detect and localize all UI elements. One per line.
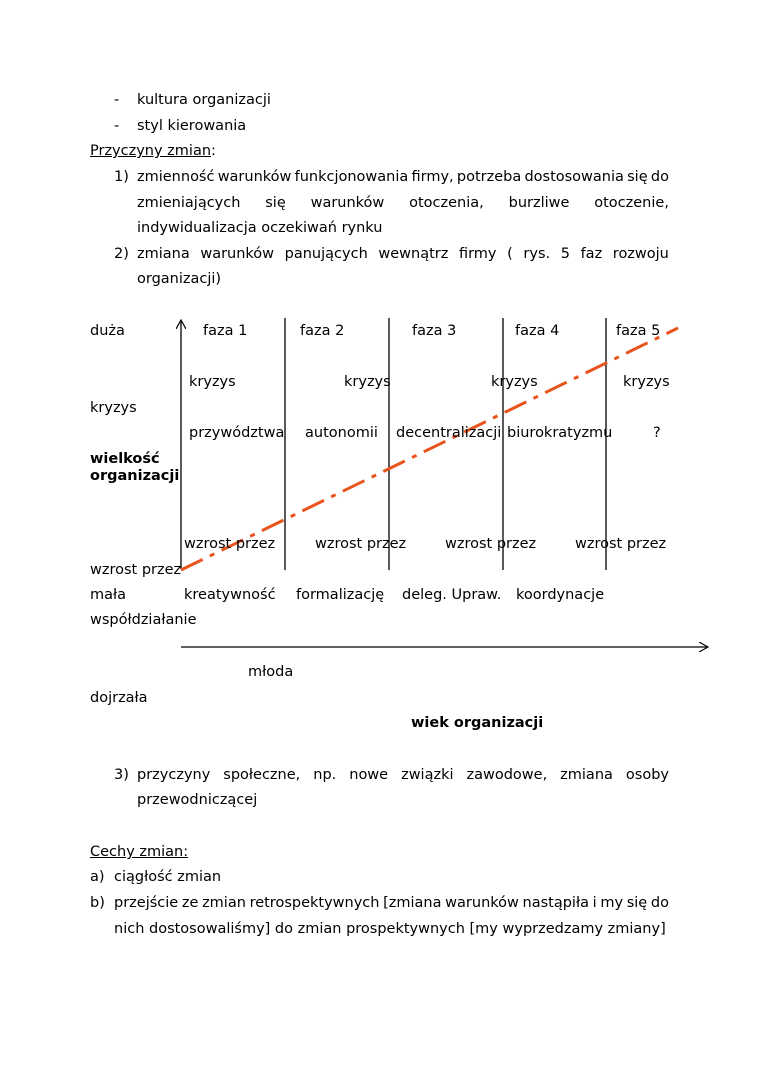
word: funkcjonowania bbox=[294, 169, 409, 185]
phase-label: faza 2 bbox=[300, 323, 345, 339]
word: związki bbox=[401, 767, 454, 783]
phase-label: faza 5 bbox=[616, 323, 661, 339]
feature-text: ciągłość zmian bbox=[114, 869, 222, 885]
phase-label: faza 1 bbox=[203, 323, 248, 339]
word: zmian bbox=[202, 895, 246, 911]
word: się bbox=[626, 895, 648, 911]
word: np. bbox=[313, 767, 337, 783]
bullet-text: styl kierowania bbox=[137, 118, 247, 134]
growth-label: wzrost przez bbox=[445, 536, 537, 552]
crisis-label: kryzys bbox=[344, 374, 391, 390]
word: panujących bbox=[284, 246, 368, 262]
word: społeczne, bbox=[223, 767, 301, 783]
item2-line2: organizacji) bbox=[137, 271, 222, 287]
phase-label: faza 3 bbox=[412, 323, 457, 339]
crisis-type: autonomii bbox=[305, 425, 378, 441]
word: firmy, bbox=[411, 169, 454, 185]
bullet-text: kultura organizacji bbox=[137, 92, 271, 108]
causes-heading: Przyczyny zmian bbox=[90, 143, 212, 159]
growth-label: wzrost przez bbox=[90, 562, 182, 578]
y-axis-title: organizacji bbox=[90, 468, 180, 484]
growth-means: współdziałanie bbox=[90, 612, 197, 628]
list-marker: b) bbox=[90, 895, 105, 911]
word: rys. bbox=[523, 246, 551, 262]
word: firmy bbox=[458, 246, 497, 262]
word: do bbox=[650, 895, 669, 911]
growth-label: wzrost przez bbox=[184, 536, 276, 552]
word: warunków bbox=[200, 246, 275, 262]
word: i bbox=[592, 895, 597, 911]
growth-means: koordynacje bbox=[516, 587, 605, 603]
word: zawodowe, bbox=[466, 767, 548, 783]
word: warunków bbox=[445, 895, 519, 911]
word: przyczyny bbox=[137, 767, 211, 783]
feature-b-line1 bbox=[114, 894, 669, 912]
word: my bbox=[600, 895, 624, 911]
word: się bbox=[627, 169, 648, 185]
word: zmienność bbox=[137, 169, 215, 185]
list-marker: 1) bbox=[114, 169, 129, 185]
word: ze bbox=[181, 895, 199, 911]
word: warunków bbox=[310, 195, 385, 211]
word: nowe bbox=[349, 767, 389, 783]
growth-label: wzrost przez bbox=[575, 536, 667, 552]
word: do bbox=[650, 169, 669, 185]
growth-trend-line bbox=[181, 328, 678, 570]
word: osoby bbox=[625, 767, 669, 783]
list-marker: 3) bbox=[114, 767, 129, 783]
word: dostosowania bbox=[524, 169, 624, 185]
growth-means: formalizację bbox=[296, 587, 385, 603]
crisis-label: kryzys bbox=[491, 374, 538, 390]
word: ( bbox=[507, 246, 513, 262]
crisis-type: ? bbox=[653, 425, 661, 441]
word: burzliwe bbox=[508, 195, 570, 211]
item3-line1 bbox=[137, 766, 669, 784]
word: otoczenie, bbox=[594, 195, 669, 211]
bullet-marker: - bbox=[114, 92, 120, 108]
growth-means: deleg. Upraw. bbox=[402, 587, 502, 603]
word: zmiana bbox=[137, 246, 190, 262]
growth-means: kreatywność bbox=[184, 587, 276, 603]
word: nastąpiła bbox=[522, 895, 589, 911]
crisis-label: kryzys bbox=[90, 400, 137, 416]
x-axis-mature-label: dojrzała bbox=[90, 690, 148, 706]
crisis-type: decentralizacji bbox=[396, 425, 502, 441]
list-marker: a) bbox=[90, 869, 105, 885]
growth-label: wzrost przez bbox=[315, 536, 407, 552]
phase-label: faza 4 bbox=[515, 323, 560, 339]
bullet-marker: - bbox=[114, 118, 120, 134]
x-axis-title: wiek organizacji bbox=[411, 715, 544, 731]
crisis-type: biurokratyzmu bbox=[507, 425, 613, 441]
word: rozwoju bbox=[612, 246, 669, 262]
word: zmiana bbox=[560, 767, 613, 783]
crisis-label: kryzys bbox=[189, 374, 236, 390]
word: [zmiana bbox=[383, 895, 442, 911]
item1-line3: indywidualizacja oczekiwań rynku bbox=[137, 220, 383, 236]
word: wewnątrz bbox=[378, 246, 449, 262]
word: się bbox=[265, 195, 286, 211]
word: przejście bbox=[114, 895, 179, 911]
crisis-type: przywództwa bbox=[189, 425, 285, 441]
crisis-label: kryzys bbox=[623, 374, 670, 390]
word: otoczenia, bbox=[409, 195, 484, 211]
word: zmieniających bbox=[137, 195, 241, 211]
y-axis-bottom-label: mała bbox=[90, 587, 127, 603]
x-axis-young-label: młoda bbox=[248, 664, 294, 680]
word: 5 bbox=[560, 246, 570, 262]
y-axis-title: wielkość bbox=[90, 451, 160, 467]
y-axis-top-label: duża bbox=[90, 323, 125, 339]
causes-heading-colon: : bbox=[211, 143, 216, 159]
word: warunków bbox=[217, 169, 292, 185]
word: potrzeba bbox=[456, 169, 522, 185]
word: retrospektywnych bbox=[249, 895, 380, 911]
word: faz bbox=[580, 246, 603, 262]
item3-line2: przewodniczącej bbox=[137, 792, 258, 808]
feature-b-line2: nich dostosowaliśmy] do zmian prospektywnych [my wyprzedzamy zmiany] bbox=[114, 921, 666, 937]
list-marker: 2) bbox=[114, 246, 129, 262]
features-heading: Cechy zmian: bbox=[90, 844, 189, 860]
